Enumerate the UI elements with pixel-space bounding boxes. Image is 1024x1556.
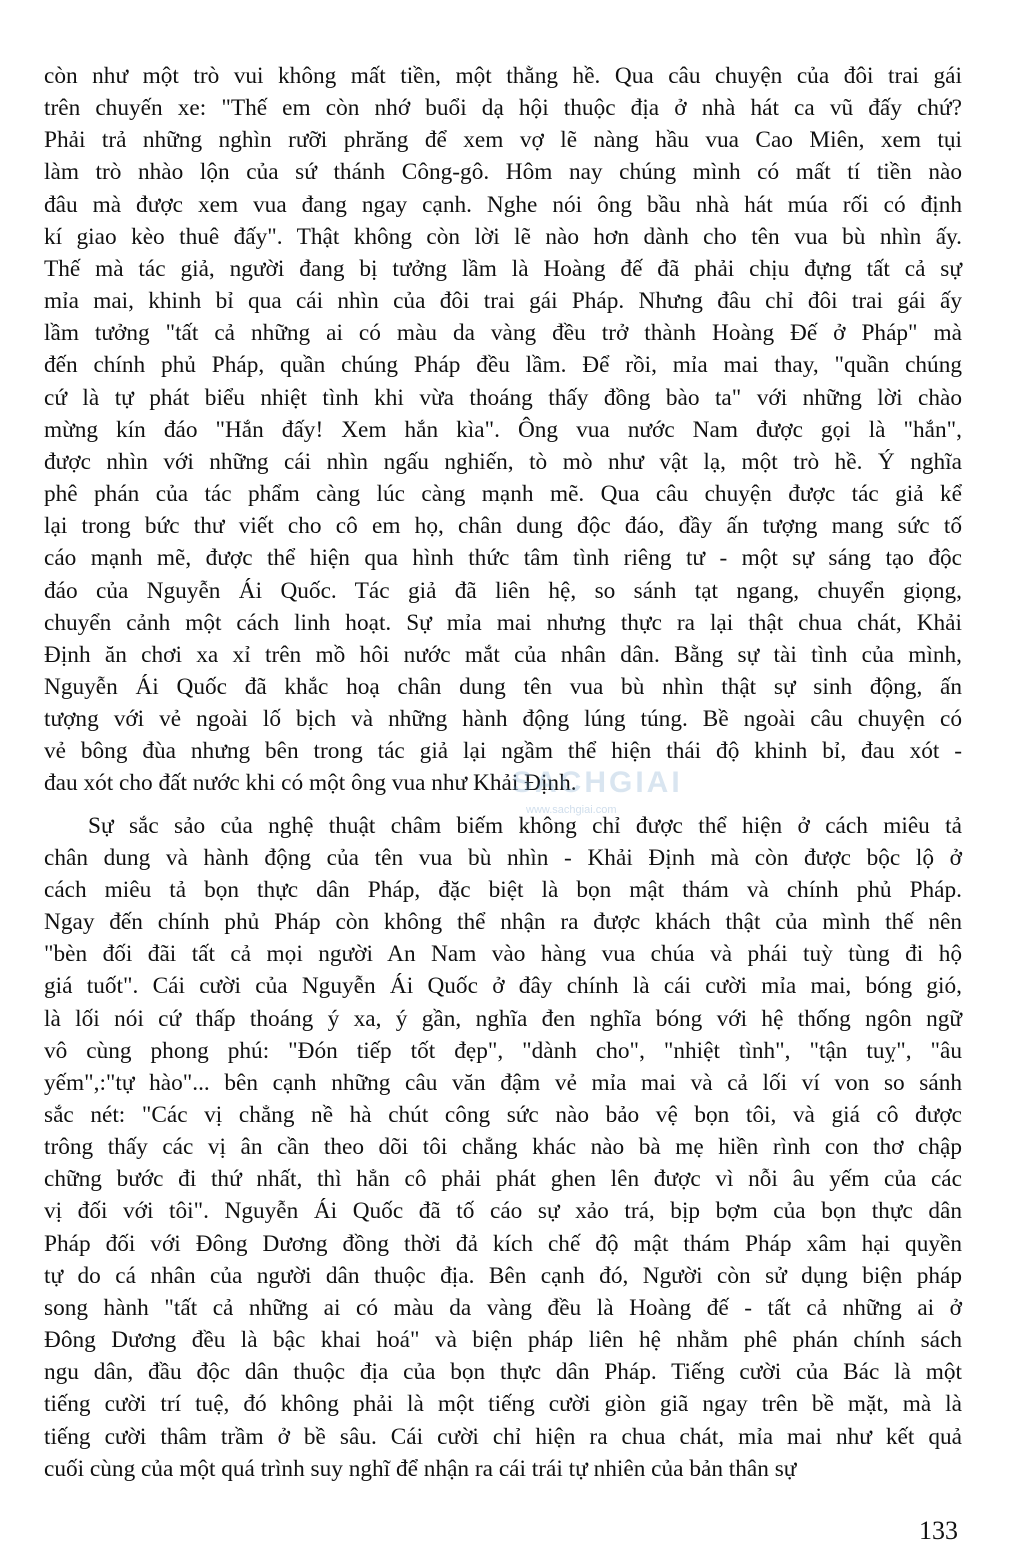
text-line: mừng kín đáo "Hắn đấy! Xem hắn kìa". Ông vua nước Nam được gọi là "hắn", [44,416,962,443]
text-line: Sự sắc sảo của nghệ thuật châm biếm không chỉ được thể hiện ở cách miêu tả [88,812,962,839]
text-line: còn như một trò vui không mất tiền, một thằng hề. Qua câu chuyện của đôi trai gái [44,63,962,89]
text-line: chuyển cảnh một cách linh hoạt. Sự mỉa mai nhưng thực ra lại thật chua chát, Khải [44,609,962,636]
text-line: được nhìn với những cái nhìn ngấu nghiến, tò mò như vật lạ, một trò hề. Ý nghĩa [44,448,962,475]
text-line: tiếng cười thâm trầm ở bề sâu. Cái cười chỉ hiện ra chua chát, mỉa mai như kết quả [44,1423,962,1450]
text-line: giá tuốt". Cái cười của Nguyễn Ái Quốc ở đây chính là cái cười mỉa mai, bóng gió, [44,973,962,1000]
text-line: tự do cá nhân của người dân thuộc địa. Bên cạnh đó, Người còn sử dụng biện pháp [44,1262,962,1289]
text-line: Định ăn chơi xa xỉ trên mồ hôi nước mắt của nhân dân. Bằng sự tài tình của mình, [44,641,962,668]
page-number: 133 [919,1516,958,1545]
text-line: đâu mà được xem vua đang ngay cạnh. Nghe nói ông bầu nhà hát múa rối có định [44,191,962,218]
text-line: "bèn đối đãi tất cả mọi người An Nam vào hàng vua chúa và phái tuỳ tùng đi hộ [44,941,962,968]
text-line: phê phán của tác phẩm càng lúc càng mạnh mẽ. Qua câu chuyện được tác giả kể [44,481,962,508]
text-line: Pháp đối với Đông Dương đồng thời đả kích chế độ mật thám Pháp xâm hại quyền [44,1230,962,1257]
text-line: đau xót cho đất nước khi có một ông vua như Khải Định. [44,770,577,797]
text-line: chân dung và hành động của tên vua bù nhìn - Khải Định mà còn được bộc lộ ở [44,844,962,871]
text-line: song hành "tất cả những ai có màu da vàng đều là Hoàng đế - tất cả những ai ở [44,1294,962,1321]
paragraph-2 [44,810,962,1485]
page-body [44,60,962,1485]
watermark-logo: SACHGIAI [512,766,683,799]
text-line: đến chính phủ Pháp, quần chúng Pháp đều lầm. Để rồi, mỉa mai thay, "quần chúng [44,352,962,379]
text-line: trên chuyến xe: "Thế em còn nhớ buổi dạ hội thuộc địa ở nhà hát ca vũ đấy chứ? [44,95,962,122]
text-line: trông thấy các vị ân cần theo dõi tôi chẳng khác nào bà mẹ hiền rình con thơ chập [44,1134,962,1161]
text-line: làm trò nhào lộn của sứ thánh Công-gô. Hôm nay chúng mình có mất tí tiền nào [44,159,962,186]
text-line: đáo của Nguyễn Ái Quốc. Tác giả đã liên hệ, so sánh tạt ngang, chuyển giọng, [44,577,962,604]
text-line: là lối nói cứ thấp thoáng ý xa, ý gần, nghĩa đen nghĩa bóng với hệ thống ngôn ngữ [44,1005,962,1032]
text-line: cáo mạnh mẽ, được thể hiện qua hình thức tâm tình riêng tư - một sự sáng tạo độc [44,545,962,572]
text-line: Thế mà tác giả, người đang bị tưởng lầm là Hoàng đế đã phải chịu đựng tất cả sự [44,255,962,282]
watermark-url: www.sachgiai.com [526,804,617,816]
text-line: tượng với vẻ ngoài lố bịch và những hành động lúng túng. Bề ngoài câu chuyện có [44,706,962,733]
text-line: vẻ bông đùa nhưng bên trong tác giả lại ngầm thể hiện thái độ khinh bỉ, đau xót - [44,738,962,765]
text-line: Đông Dương đều là bậc khai hoá" và biện pháp liên hệ nhằm phê phán chính sách [44,1327,962,1354]
text-line: ngu dân, đầu độc dân thuộc địa của bọn thực dân Pháp. Tiếng cười của Bác là một [44,1359,962,1386]
text-line: lầm tưởng "tất cả những ai có màu da vàng đều trở thành Hoàng Đế ở Pháp" mà [44,320,962,347]
text-line: vị đối với tôi". Nguyễn Ái Quốc đã tố cáo sự xảo trá, bịp bợm của bọn thực dân [44,1198,962,1225]
text-line: cuối cùng của một quá trình suy nghĩ để nhận ra cái trái tự nhiên của bản thân sự [44,1455,797,1482]
text-line: Phải trả những nghìn rưỡi phrăng để xem vợ lẽ nàng hầu vua Cao Miên, xem tụi [44,127,962,154]
text-line: vô cùng phong phú: "Đón tiếp tốt đẹp", "dành cho", "nhiệt tình", "tận tuỵ", "âu [44,1037,962,1064]
text-line: chững bước đi thứ nhất, thì hẳn cô phải phát ghen lên được vì nỗi âu yếm của các [44,1166,962,1193]
text-line: tiếng cười trí tuệ, đó không phải là một tiếng cười giòn giã ngay trên bề mặt, mà là [44,1391,962,1418]
text-line: sắc nét: "Các vị chẳng nề hà chút công sức nào bảo vệ bọn tôi, và giá cô được [44,1102,962,1128]
text-line: cách miêu tả bọn thực dân Pháp, đặc biệt là bọn mật thám và chính phủ Pháp. [44,876,962,903]
text-line: lại trong bức thư viết cho cô em họ, chân dung độc đáo, đầy ấn tượng mang sức tố [44,513,962,540]
paragraph-1 [44,60,962,800]
text-line: cứ là tự phát biểu nhiệt tình khi vừa thoáng thấy đồng bào ta" với những lời chào [44,384,962,411]
text-line: yếm",:"tự hào"... bên cạnh những câu văn đậm vẻ mỉa mai và cả lối ví von so sánh [44,1069,962,1096]
text-line: Nguyễn Ái Quốc đã khắc hoạ chân dung tên vua bù nhìn thật sự sinh động, ấn [44,673,962,700]
text-line: kí giao kèo thuê đấy". Thật không còn lời lẽ nào hơn dành cho tên vua bù nhìn ấy. [44,223,962,250]
text-line: Ngay đến chính phủ Pháp còn không thể nhận ra được khách thật của mình thế nên [44,909,962,936]
text-line: mỉa mai, khinh bỉ qua cái nhìn của đôi trai gái Pháp. Nhưng đâu chỉ đôi trai gái ấy [44,288,962,315]
